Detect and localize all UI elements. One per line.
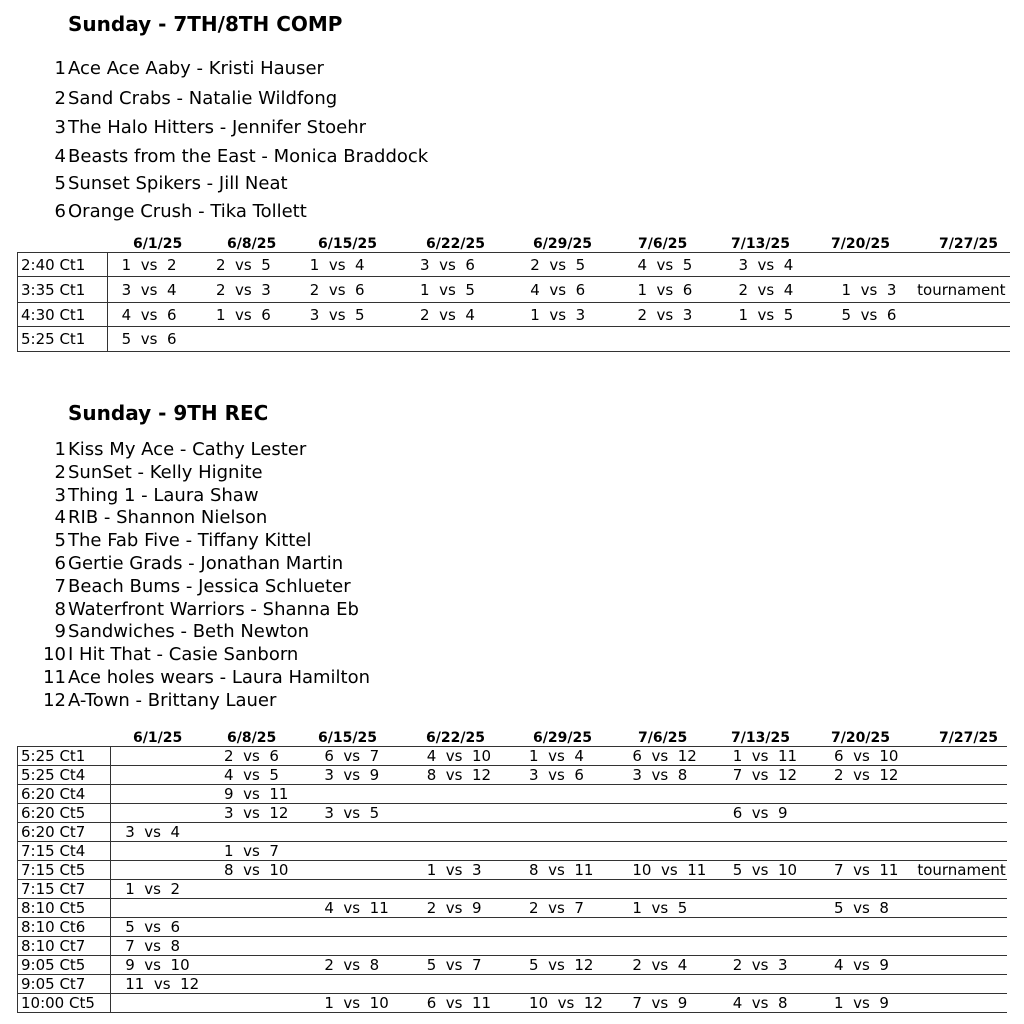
game-cell: 3 vs 5 (310, 804, 412, 823)
game-cell: 2 vs 4 (618, 956, 718, 975)
game-cell: 1 vs 10 (310, 994, 412, 1013)
game-cell (618, 785, 718, 804)
date-label: 6/8/25 (227, 236, 277, 252)
game-cell (111, 785, 210, 804)
team-name: Sandwiches - Beth Newton (68, 621, 310, 643)
game-cell: tournament (917, 861, 1006, 879)
game-cell (917, 747, 1007, 766)
game-cell (515, 842, 618, 861)
table-row (18, 253, 1011, 277)
game-cell (820, 937, 917, 956)
game-cell (310, 880, 412, 899)
game-cell (210, 975, 310, 994)
game-cell (310, 861, 412, 880)
team-item (36, 439, 370, 462)
date-label: 6/15/25 (318, 730, 377, 746)
game-cell (618, 842, 718, 861)
time-slot: 7:15 Ct7 (18, 880, 111, 899)
game-cell: 11 vs 12 (111, 975, 210, 994)
table-row (18, 918, 1008, 937)
table-row (18, 956, 1008, 975)
game-cell: 2 vs 4 (406, 303, 516, 327)
date-label: 6/29/25 (533, 730, 592, 746)
team-name: A-Town - Brittany Lauer (68, 689, 277, 711)
game-cell: 4 vs 10 (413, 747, 515, 766)
team-item (36, 196, 428, 227)
game-cell: 3 vs 9 (310, 766, 412, 785)
game-cell: 6 vs 11 (413, 994, 515, 1013)
game-cell: 1 vs 4 (296, 253, 406, 277)
game-cell (719, 975, 820, 994)
team-item (36, 599, 370, 622)
game-cell: 9 vs 10 (111, 956, 210, 975)
table-row (18, 747, 1008, 766)
game-cell: 1 vs 3 (413, 861, 515, 880)
game-cell (820, 918, 917, 937)
time-slot: 6:20 Ct4 (18, 785, 111, 804)
game-cell (111, 804, 210, 823)
time-slot: 6:20 Ct5 (18, 804, 111, 823)
game-cell (111, 899, 210, 918)
team-name: Ace Ace Aaby - Kristi Hauser (68, 58, 324, 79)
team-name: Waterfront Warriors - Shanna Eb (68, 598, 359, 620)
team-item (36, 553, 370, 576)
game-cell: 4 vs 5 (623, 253, 724, 277)
game-cell (515, 918, 618, 937)
game-cell: 4 vs 8 (719, 994, 820, 1013)
game-cell: 1 vs 2 (107, 253, 202, 277)
game-cell (515, 937, 618, 956)
game-cell (917, 804, 1007, 823)
game-cell: 4 vs 5 (210, 766, 310, 785)
date-label: 6/1/25 (133, 730, 183, 746)
game-cell (618, 880, 718, 899)
time-slot: 6:20 Ct7 (18, 823, 111, 842)
table-row (18, 861, 1008, 880)
game-cell (310, 975, 412, 994)
schedule-table (17, 746, 1007, 1013)
game-cell: 5 vs 6 (107, 327, 202, 352)
game-cell (719, 785, 820, 804)
game-cell: 2 vs 9 (413, 899, 515, 918)
game-cell: 4 vs 9 (820, 956, 917, 975)
date-label: 7/27/25 (939, 730, 998, 746)
team-number: 12 (43, 689, 66, 711)
team-item (36, 142, 428, 171)
team-item (36, 507, 370, 530)
date-label: 6/22/25 (426, 730, 485, 746)
date-label: 7/20/25 (831, 730, 890, 746)
game-cell (310, 918, 412, 937)
game-cell (210, 956, 310, 975)
game-cell: 2 vs 6 (210, 747, 310, 766)
game-cell: 8 vs 10 (210, 861, 310, 880)
game-cell: 10 vs 12 (515, 994, 618, 1013)
team-name: Thing 1 - Laura Shaw (68, 484, 259, 506)
game-cell (820, 804, 917, 823)
game-cell (917, 253, 1010, 277)
game-cell (820, 975, 917, 994)
game-cell (296, 327, 406, 352)
game-cell (618, 918, 718, 937)
team-item (36, 462, 370, 485)
time-slot: 4:30 Ct1 (18, 303, 108, 327)
game-cell: 1 vs 11 (719, 747, 820, 766)
team-name: I Hit That - Casie Sanborn (68, 644, 299, 666)
section-title: Sunday - 9TH REC (68, 401, 269, 425)
game-cell (515, 880, 618, 899)
team-number: 4 (54, 507, 66, 529)
game-cell: 5 vs 10 (719, 861, 820, 880)
team-name: RIB - Shannon Nielson (68, 507, 268, 529)
game-cell: 1 vs 5 (618, 899, 718, 918)
team-number: 8 (54, 598, 66, 620)
game-cell: 1 vs 5 (406, 277, 516, 303)
game-cell (310, 842, 412, 861)
section-title: Sunday - 7TH/8TH COMP (68, 12, 343, 36)
game-cell (618, 937, 718, 956)
time-slot: 5:25 Ct4 (18, 766, 111, 785)
game-cell: 1 vs 6 (202, 303, 296, 327)
team-name: Kiss My Ace - Cathy Lester (68, 439, 307, 460)
date-label: 6/1/25 (133, 236, 183, 252)
team-number: 11 (43, 666, 66, 688)
game-cell: 6 vs 7 (310, 747, 412, 766)
team-item (36, 690, 370, 713)
game-cell (413, 975, 515, 994)
game-cell (917, 899, 1007, 918)
game-cell (111, 747, 210, 766)
game-cell: 4 vs 11 (310, 899, 412, 918)
game-cell (413, 937, 515, 956)
table-row (18, 937, 1008, 956)
game-cell (111, 842, 210, 861)
game-cell (210, 899, 310, 918)
team-number: 2 (54, 88, 66, 109)
game-cell (719, 842, 820, 861)
team-item (36, 576, 370, 599)
table-row (18, 277, 1011, 303)
game-cell: 2 vs 4 (724, 277, 827, 303)
schedule-table (17, 252, 1010, 352)
game-cell (917, 994, 1007, 1013)
game-cell (202, 327, 296, 352)
game-cell: 1 vs 3 (516, 303, 623, 327)
team-name: Orange Crush - Tika Tollett (68, 201, 307, 222)
game-cell (210, 994, 310, 1013)
game-cell (820, 880, 917, 899)
team-name: The Halo Hitters - Jennifer Stoehr (68, 117, 367, 138)
game-cell: 2 vs 8 (310, 956, 412, 975)
time-slot: 7:15 Ct4 (18, 842, 111, 861)
team-name: Sunset Spikers - Jill Neat (68, 173, 288, 194)
team-item (36, 644, 370, 667)
game-cell: tournament (917, 277, 1010, 303)
date-label: 6/29/25 (533, 236, 592, 252)
game-cell: 10 vs 11 (618, 861, 718, 880)
game-cell: 1 vs 6 (623, 277, 724, 303)
team-number: 2 (54, 461, 66, 483)
time-slot: 10:00 Ct5 (18, 994, 111, 1013)
game-cell (515, 975, 618, 994)
game-cell (111, 766, 210, 785)
game-cell: 2 vs 3 (202, 277, 296, 303)
game-cell (917, 842, 1007, 861)
date-label: 6/15/25 (318, 236, 377, 252)
game-cell: 7 vs 8 (111, 937, 210, 956)
game-cell (719, 899, 820, 918)
game-cell: 7 vs 9 (618, 994, 718, 1013)
team-number: 1 (54, 58, 66, 79)
game-cell (917, 327, 1010, 352)
game-cell: 4 vs 6 (516, 277, 623, 303)
time-slot: 3:35 Ct1 (18, 277, 108, 303)
game-cell: 2 vs 5 (202, 253, 296, 277)
game-cell (413, 842, 515, 861)
game-cell: 6 vs 12 (618, 747, 718, 766)
team-name: Beach Bums - Jessica Schlueter (68, 575, 351, 597)
team-list (36, 54, 428, 227)
team-item (36, 530, 370, 553)
game-cell (917, 880, 1007, 899)
game-cell: 5 vs 7 (413, 956, 515, 975)
game-cell: 2 vs 6 (296, 277, 406, 303)
team-name: The Fab Five - Tiffany Kittel (68, 530, 312, 552)
game-cell: 1 vs 4 (515, 747, 618, 766)
team-item (36, 621, 370, 644)
game-cell: 6 vs 9 (719, 804, 820, 823)
game-cell (917, 766, 1007, 785)
game-cell (623, 327, 724, 352)
team-number: 9 (54, 621, 66, 643)
team-item (36, 485, 370, 508)
game-cell (210, 823, 310, 842)
date-label: 6/22/25 (426, 236, 485, 252)
game-cell: 3 vs 5 (296, 303, 406, 327)
game-cell (310, 785, 412, 804)
game-cell (820, 823, 917, 842)
time-slot: 2:40 Ct1 (18, 253, 108, 277)
team-item (36, 54, 428, 84)
game-cell (917, 975, 1007, 994)
game-cell (515, 804, 618, 823)
time-slot: 5:25 Ct1 (18, 747, 111, 766)
game-cell: 2 vs 5 (516, 253, 623, 277)
table-row (18, 823, 1008, 842)
game-cell: 4 vs 6 (107, 303, 202, 327)
team-number: 10 (43, 644, 66, 666)
game-cell: 2 vs 3 (623, 303, 724, 327)
game-cell: 8 vs 12 (413, 766, 515, 785)
game-cell (719, 823, 820, 842)
game-cell (515, 785, 618, 804)
time-slot: 9:05 Ct5 (18, 956, 111, 975)
game-cell (413, 804, 515, 823)
date-label: 7/27/25 (939, 236, 998, 252)
game-cell (413, 918, 515, 937)
game-cell (820, 842, 917, 861)
team-number: 6 (54, 552, 66, 574)
game-cell (515, 823, 618, 842)
game-cell: 3 vs 8 (618, 766, 718, 785)
game-cell: 1 vs 2 (111, 880, 210, 899)
game-cell (917, 918, 1007, 937)
date-label: 7/20/25 (831, 236, 890, 252)
date-label: 7/6/25 (638, 236, 688, 252)
game-cell: 1 vs 7 (210, 842, 310, 861)
game-cell (310, 823, 412, 842)
game-cell (719, 880, 820, 899)
game-cell: 2 vs 7 (515, 899, 618, 918)
team-number: 6 (54, 201, 66, 222)
game-cell (719, 918, 820, 937)
table-row (18, 975, 1008, 994)
game-cell: 9 vs 11 (210, 785, 310, 804)
game-cell (413, 823, 515, 842)
game-cell (111, 861, 210, 880)
game-cell (210, 937, 310, 956)
team-number: 3 (54, 484, 66, 506)
game-cell (413, 785, 515, 804)
game-cell: 2 vs 3 (719, 956, 820, 975)
game-cell: 5 vs 12 (515, 956, 618, 975)
team-name: Gertie Grads - Jonathan Martin (68, 552, 344, 574)
game-cell: 7 vs 11 (820, 861, 917, 880)
team-item (36, 113, 428, 142)
team-number: 4 (54, 146, 66, 167)
table-row (18, 303, 1011, 327)
date-label: 6/8/25 (227, 730, 277, 746)
game-cell: 5 vs 6 (111, 918, 210, 937)
date-label: 7/13/25 (731, 730, 790, 746)
game-cell (917, 823, 1007, 842)
game-cell (828, 253, 918, 277)
date-label: 7/6/25 (638, 730, 688, 746)
team-name: SunSet - Kelly Hignite (68, 461, 263, 483)
table-row (18, 327, 1011, 352)
game-cell: 3 vs 4 (107, 277, 202, 303)
date-label: 7/13/25 (731, 236, 790, 252)
game-cell (719, 937, 820, 956)
game-cell (618, 804, 718, 823)
team-number: 5 (54, 173, 66, 194)
game-cell: 3 vs 6 (515, 766, 618, 785)
team-number: 7 (54, 575, 66, 597)
game-cell (917, 785, 1007, 804)
game-cell (820, 785, 917, 804)
team-name: Beasts from the East - Monica Braddock (68, 146, 429, 167)
game-cell: 5 vs 6 (828, 303, 918, 327)
game-cell (917, 303, 1010, 327)
game-cell (516, 327, 623, 352)
time-slot: 8:10 Ct6 (18, 918, 111, 937)
team-name: Sand Crabs - Natalie Wildfong (68, 88, 338, 109)
game-cell (618, 975, 718, 994)
table-row (18, 842, 1008, 861)
team-number: 3 (54, 117, 66, 138)
game-cell (413, 880, 515, 899)
game-cell: 3 vs 4 (724, 253, 827, 277)
time-slot: 5:25 Ct1 (18, 327, 108, 352)
team-number: 1 (54, 439, 66, 460)
game-cell: 3 vs 12 (210, 804, 310, 823)
team-item (36, 84, 428, 113)
time-slot: 8:10 Ct7 (18, 937, 111, 956)
game-cell: 3 vs 4 (111, 823, 210, 842)
game-cell: 1 vs 3 (828, 277, 918, 303)
team-number: 5 (54, 530, 66, 552)
time-slot: 8:10 Ct5 (18, 899, 111, 918)
game-cell (210, 880, 310, 899)
team-item (36, 171, 428, 196)
table-row (18, 766, 1008, 785)
game-cell (917, 937, 1007, 956)
game-cell (917, 956, 1007, 975)
game-cell (828, 327, 918, 352)
table-row (18, 785, 1008, 804)
game-cell: 2 vs 12 (820, 766, 917, 785)
table-row (18, 804, 1008, 823)
game-cell (111, 994, 210, 1013)
team-list (36, 439, 370, 713)
game-cell: 5 vs 8 (820, 899, 917, 918)
team-name: Ace holes wears - Laura Hamilton (68, 666, 371, 688)
game-cell (210, 918, 310, 937)
game-cell (310, 937, 412, 956)
table-row (18, 899, 1008, 918)
game-cell: 6 vs 10 (820, 747, 917, 766)
time-slot: 9:05 Ct7 (18, 975, 111, 994)
game-cell: 8 vs 11 (515, 861, 618, 880)
game-cell: 1 vs 9 (820, 994, 917, 1013)
time-slot: 7:15 Ct5 (18, 861, 111, 880)
game-cell (724, 327, 827, 352)
game-cell (406, 327, 516, 352)
game-cell: 3 vs 6 (406, 253, 516, 277)
game-cell (618, 823, 718, 842)
game-cell: 7 vs 12 (719, 766, 820, 785)
table-row (18, 880, 1008, 899)
game-cell: 1 vs 5 (724, 303, 827, 327)
team-item (36, 667, 370, 690)
table-row (18, 994, 1008, 1013)
